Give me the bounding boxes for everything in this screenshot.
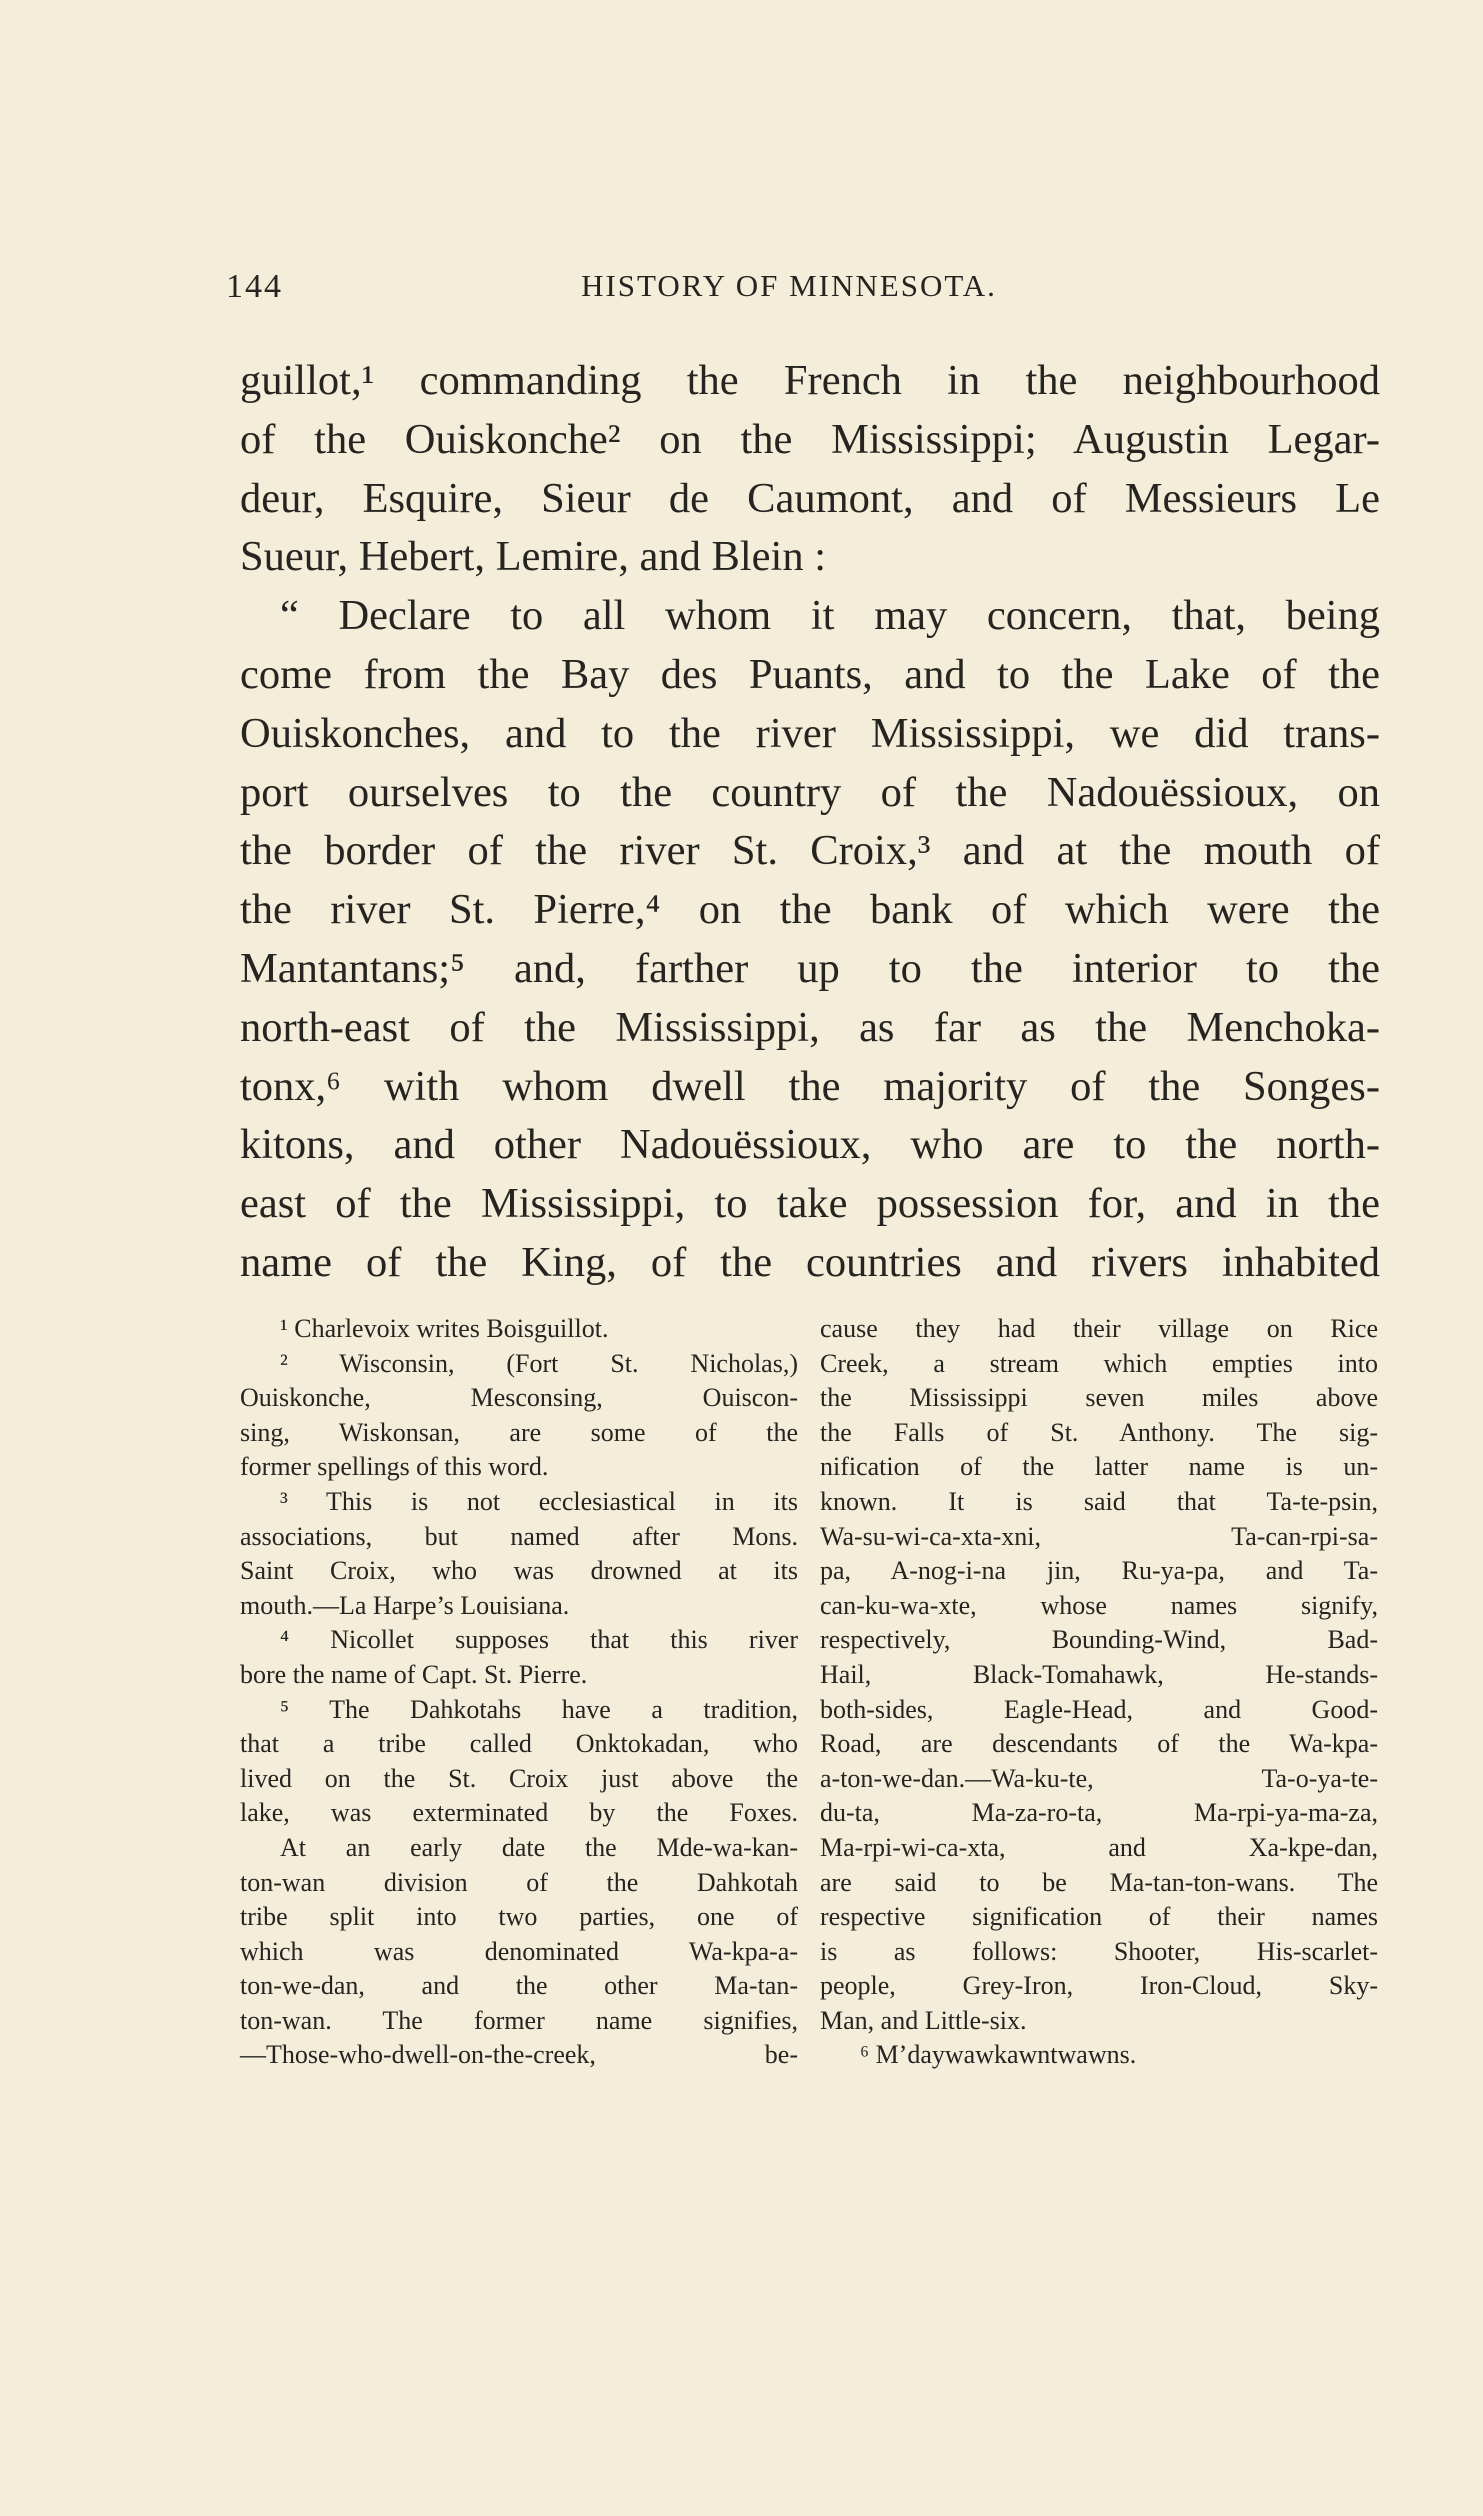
footnote-line: ³ This is not ecclesiastical in its	[280, 1486, 798, 1516]
footnote-line: —Those-who-dwell-on-the-creek, be-	[240, 2040, 798, 2070]
footnote-line: sing, Wiskonsan, are some of the	[240, 1417, 798, 1447]
footnote-line: ton-wan division of the Dahkotah	[240, 1867, 798, 1897]
footnote-line: bore the name of Capt. St. Pierre.	[240, 1659, 588, 1689]
footnote-line: can-ku-wa-xte, whose names signify,	[820, 1590, 1378, 1620]
body-line: east of the Mississippi, to take possession for, and in the	[240, 1180, 1380, 1228]
footnote-line: du-ta, Ma-za-ro-ta, Ma-rpi-ya-ma-za,	[820, 1798, 1378, 1828]
footnote-line: are said to be Ma-tan-ton-wans. The	[820, 1867, 1378, 1897]
footnotes-right-column	[820, 1312, 1378, 2073]
body-line: come from the Bay des Puants, and to the Lake of the	[240, 650, 1380, 698]
body-line: Mantantans;⁵ and, farther up to the interior to the	[240, 944, 1380, 992]
running-head	[226, 268, 1352, 308]
page-number: 144	[226, 268, 283, 305]
body-line: Ouiskonches, and to the river Mississippi, we did trans-	[240, 709, 1380, 757]
footnote-line: which was denominated Wa-kpa-a-	[240, 1936, 798, 1966]
body-line: tonx,⁶ with whom dwell the majority of the Songes-	[240, 1062, 1380, 1110]
footnote-line: associations, but named after Mons.	[240, 1521, 798, 1551]
footnote-line: people, Grey-Iron, Iron-Cloud, Sky-	[820, 1971, 1378, 2001]
footnote-line: lake, was exterminated by the Foxes.	[240, 1798, 798, 1828]
footnote-line: mouth.—La Harpe’s Louisiana.	[240, 1590, 570, 1620]
footnote-line: ton-wan. The former name signifies,	[240, 2005, 798, 2035]
body-line: kitons, and other Nadouëssioux, who are to the north-	[240, 1121, 1380, 1169]
footnote-line: is as follows: Shooter, His-scarlet-	[820, 1936, 1378, 1966]
footnote-line: ⁵ The Dahkotahs have a tradition,	[280, 1694, 798, 1724]
footnote-line: cause they had their village on Rice	[820, 1314, 1378, 1343]
footnote-line: the Mississippi seven miles above	[820, 1383, 1378, 1413]
body-line: guillot,¹ commanding the French in the neighbourhood	[240, 357, 1380, 404]
footnote-line: a-ton-we-dan.—Wa-ku-te, Ta-o-ya-te-	[820, 1763, 1378, 1793]
footnote-line: Man, and Little-six.	[820, 2005, 1027, 2035]
body-line: name of the King, of the countries and rivers inhabited	[240, 1238, 1380, 1286]
footnote-line: Saint Croix, who was drowned at its	[240, 1556, 798, 1586]
footnote-line: ² Wisconsin, (Fort St. Nicholas,)	[280, 1348, 798, 1378]
footnote-line: ⁶ M’daywawkawntwawns.	[860, 2040, 1137, 2070]
footnote-line: pa, A-nog-i-na jin, Ru-ya-pa, and Ta-	[820, 1556, 1378, 1586]
footnote-line: that a tribe called Onktokadan, who	[240, 1729, 798, 1759]
footnote-line: tribe split into two parties, one of	[240, 1902, 798, 1932]
footnote-line: Ma-rpi-wi-ca-xta, and Xa-kpe-dan,	[820, 1832, 1378, 1862]
body-line: Sueur, Hebert, Lemire, and Blein :	[240, 533, 827, 581]
running-title: HISTORY OF MINNESOTA.	[581, 268, 997, 303]
footnote-line: both-sides, Eagle-Head, and Good-	[820, 1694, 1378, 1724]
footnote-line: lived on the St. Croix just above the	[240, 1763, 798, 1793]
footnote-line: At an early date the Mde-wa-kan-	[280, 1832, 798, 1862]
body-line: “ Declare to all whom it may concern, that, being	[280, 592, 1380, 640]
footnote-line: respective signification of their names	[820, 1902, 1378, 1932]
footnote-line: nification of the latter name is un-	[820, 1452, 1378, 1482]
footnote-line: respectively, Bounding-Wind, Bad-	[820, 1625, 1378, 1655]
main-text	[240, 352, 1380, 1293]
footnote-line: Road, are descendants of the Wa-kpa-	[820, 1729, 1378, 1759]
footnote-line: known. It is said that Ta-te-psin,	[820, 1486, 1378, 1516]
body-line: deur, Esquire, Sieur de Caumont, and of Messieurs Le	[240, 474, 1380, 522]
body-line: port ourselves to the country of the Nadouëssioux, on	[240, 768, 1380, 816]
footnote-line: ⁴ Nicollet supposes that this river	[280, 1625, 798, 1655]
footnote-line: the Falls of St. Anthony. The sig-	[820, 1417, 1378, 1447]
footnote-line: Ouiskonche, Mesconsing, Ouiscon-	[240, 1383, 798, 1413]
body-line: of the Ouiskonche² on the Mississippi; Augustin Legar-	[240, 415, 1380, 463]
footnote-line: ¹ Charlevoix writes Boisguillot.	[280, 1314, 609, 1343]
footnote-line: Wa-su-wi-ca-xta-xni, Ta-can-rpi-sa-	[820, 1521, 1378, 1551]
footnote-line: ton-we-dan, and the other Ma-tan-	[240, 1971, 798, 2001]
body-line: the border of the river St. Croix,³ and at the mouth of	[240, 827, 1380, 875]
footnote-line: former spellings of this word.	[240, 1452, 549, 1482]
body-line: north-east of the Mississippi, as far as the Menchoka-	[240, 1003, 1380, 1051]
footnote-line: Hail, Black-Tomahawk, He-stands-	[820, 1659, 1378, 1689]
body-line: the river St. Pierre,⁴ on the bank of which were the	[240, 886, 1380, 934]
footnote-line: Creek, a stream which empties into	[820, 1348, 1378, 1378]
footnotes-left-column	[240, 1312, 798, 2073]
